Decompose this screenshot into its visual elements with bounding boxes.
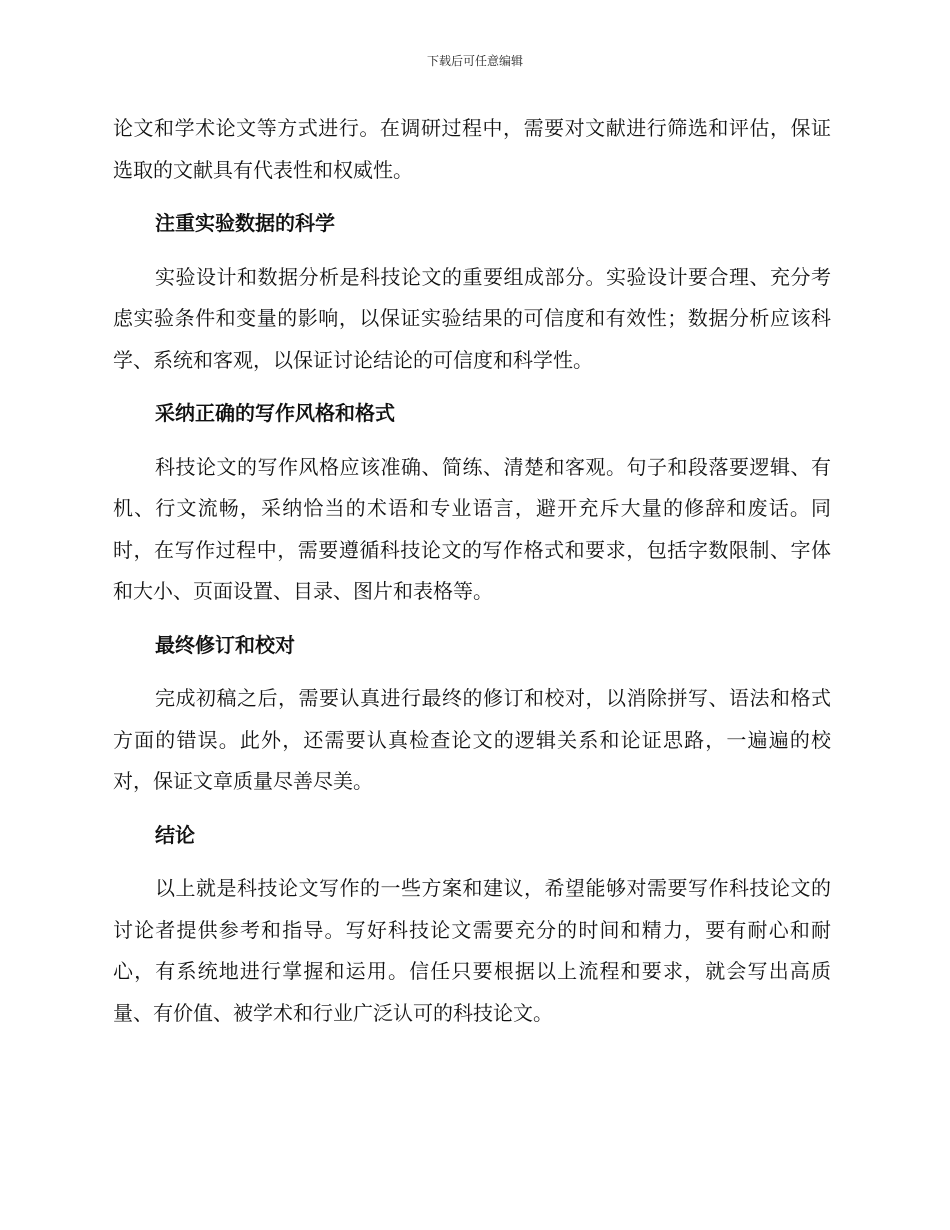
section-heading-conclusion: 结论 [155,822,195,847]
paragraph-intro-continued: 论文和学术论文等方式进行。在调研过程中，需要对文献进行筛选和评估，保证选取的文献具有代表性和权威性。 [113,116,831,182]
paragraph-conclusion: 以上就是科技论文写作的一些方案和建议，希望能够对需要写作科技论文的讨论者提供参考和指导。写好科技论文需要充分的时间和精力，要有耐心和耐心，有系统地进行掌握和运用。信任只要根据以上流程和要求，就会写出高质量、有价值、被学术和行业广泛认可的科技论文。 [113,876,831,1025]
section-heading-writing-style: 采纳正确的写作风格和格式 [155,401,395,425]
section-heading-experiment-data: 注重实验数据的科学 [155,211,335,235]
section-heading-revision: 最终修订和校对 [155,632,295,657]
paragraph-revision: 完成初稿之后，需要认真进行最终的修订和校对，以消除拼写、语法和格式方面的错误。此外，还需要认真检查论文的逻辑关系和论证思路，一遍遍的校对，保证文章质量尽善尽美。 [113,686,831,793]
page-header: 下载后可任意编辑 [426,54,523,68]
document-body [113,108,831,1046]
paragraph-experiment-data: 实验设计和数据分析是科技论文的重要组成部分。实验设计要合理、充分考虑实验条件和变量的影响，以保证实验结果的可信度和有效性；数据分析应该科学、系统和客观，以保证讨论结论的可信度和科学性。 [113,264,831,372]
paragraph-writing-style: 科技论文的写作风格应该准确、简练、清楚和客观。句子和段落要逻辑、有机、行文流畅，采纳恰当的术语和专业语言，避开充斥大量的修辞和废话。同时，在写作过程中，需要遵循科技论文的写作格式和要求，包括字数限制、字体和大小、页面设置、目录、图片和表格等。 [113,454,831,603]
